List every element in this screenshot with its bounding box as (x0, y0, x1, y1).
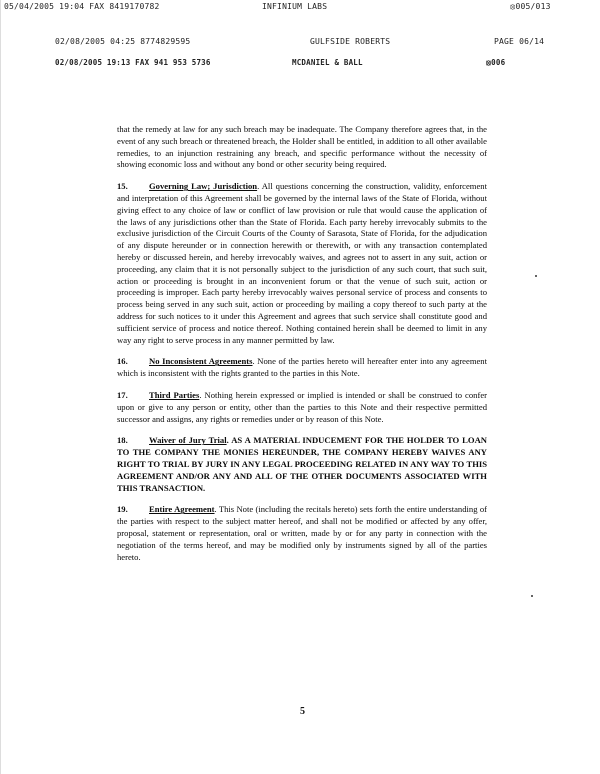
fax-header-1-center: INFINIUM LABS (262, 2, 328, 11)
scan-edge-line (0, 0, 1, 774)
scan-speck (535, 275, 537, 277)
section-18 (117, 435, 487, 494)
section-heading: Third Parties (149, 389, 200, 400)
section-text: . AS A MATERIAL INDUCEMENT FOR THE HOLDER TO LOAN TO THE COMPANY THE MONIES HEREUNDER, THE COMPANY HEREBY WAIVES ANY RIGHT TO TRIAL BY JURY IN ANY LEGAL PROCEEDING RELATED IN ANY WAY TO THIS AGREEMENT AND/OR ANY AND ALL OF THE OTHER DOCUMENTS ASSOCIATED WITH THIS TRANSACTION. (117, 435, 487, 493)
section-text: . None of the parties hereto will hereafter enter into any agreement which is inconsistent with the rights granted to the parties in this Note. (117, 356, 487, 379)
document-body (117, 124, 487, 573)
section-number: 16. (117, 356, 128, 367)
section-15 (117, 181, 487, 346)
section-17 (117, 390, 487, 425)
section-number: 18. (117, 435, 128, 446)
section-text: . All questions concerning the construction, validity, enforcement and interpretation of this Agreement shall be governed by the internal laws of the State of Florida, without giving effect to any choice of law or conflict of law provision or rule that would cause the application of the laws of any jurisdictions other than the State of Florida. Each party hereby irrevocably submits to the exclusive jurisdiction of the Circuit Courts of the County of Sarasota, State of Florida, for the adjudication of any dispute hereunder or in connection herewith or therewith, or with any transaction contemplated hereby or discussed herein, and hereby irrevocably waives, and agrees not to assert in any suit, action or proceeding, any claim that it is not personally subject to the jurisdiction of any such court, that such suit, action or proceeding is brought in an inconvenient forum or that the venue of such suit, action or proceeding is improper. Each party hereby irrevocably waives personal service of process and consents to process being served in any such suit, action or proceeding by mailing a copy thereof to such party at the address for such notices to it under this Agreement and agrees that such service shall constitute good and sufficient service of process and notice thereof. Nothing contained herein shall be deemed to limit in any way any right to serve process in any manner permitted by law. (117, 181, 487, 345)
section-16 (117, 356, 487, 380)
section-number: 19. (117, 504, 128, 515)
section-text: . Nothing herein expressed or implied is intended or shall be construed to confer upon or give to any person or entity, other than the parties to this Note and their respective permitted successor and assigns, any rights or remedies under or by reason of this Note. (117, 389, 487, 424)
fax-header-3-center: MCDANIEL & BALL (292, 58, 363, 67)
section-text: . This Note (including the recitals hereto) sets forth the entire understanding of the parties with respect to the subject matter hereof, and shall not be modified or affected by any offer, proposal, statement or representation, oral or written, made by or for any party in connection with the negotiation of the terms hereof, and may be modified only by instruments signed by all of the parties hereto. (117, 504, 487, 562)
fax-header-1-left: 05/04/2005 19:04 FAX 8419170782 (4, 2, 160, 11)
fax-header-2-center: GULFSIDE ROBERTS (310, 37, 391, 46)
fax-header-1-right: ⦻005/013 (510, 2, 551, 11)
section-heading: Waiver of Jury Trial (149, 435, 227, 446)
fax-header-2-left: 02/08/2005 04:25 8774829595 (55, 37, 191, 46)
section-number: 15. (117, 181, 128, 192)
intro-paragraph: that the remedy at law for any such breach may be inadequate. The Company therefore agrees that, in the event of any such breach or threatened breach, the Holder shall be entitled, in addition to all other available remedies, to an injunction restraining any breach, and specific performance without the necessity of showing economic loss and without any bond or other security being required. (117, 124, 487, 170)
section-19 (117, 504, 487, 563)
fax-header-3-left: 02/08/2005 19:13 FAX 941 953 5736 (55, 58, 211, 67)
fax-header-2-right: PAGE 06/14 (494, 37, 545, 46)
section-heading: Entire Agreement (149, 504, 215, 515)
page-number: 5 (300, 706, 305, 717)
section-heading: No Inconsistent Agreements (149, 356, 253, 367)
section-heading: Governing Law; Jurisdiction (149, 181, 258, 192)
fax-header-3-right: ⦻006 (486, 58, 506, 67)
scan-speck (531, 595, 533, 597)
section-number: 17. (117, 389, 128, 400)
